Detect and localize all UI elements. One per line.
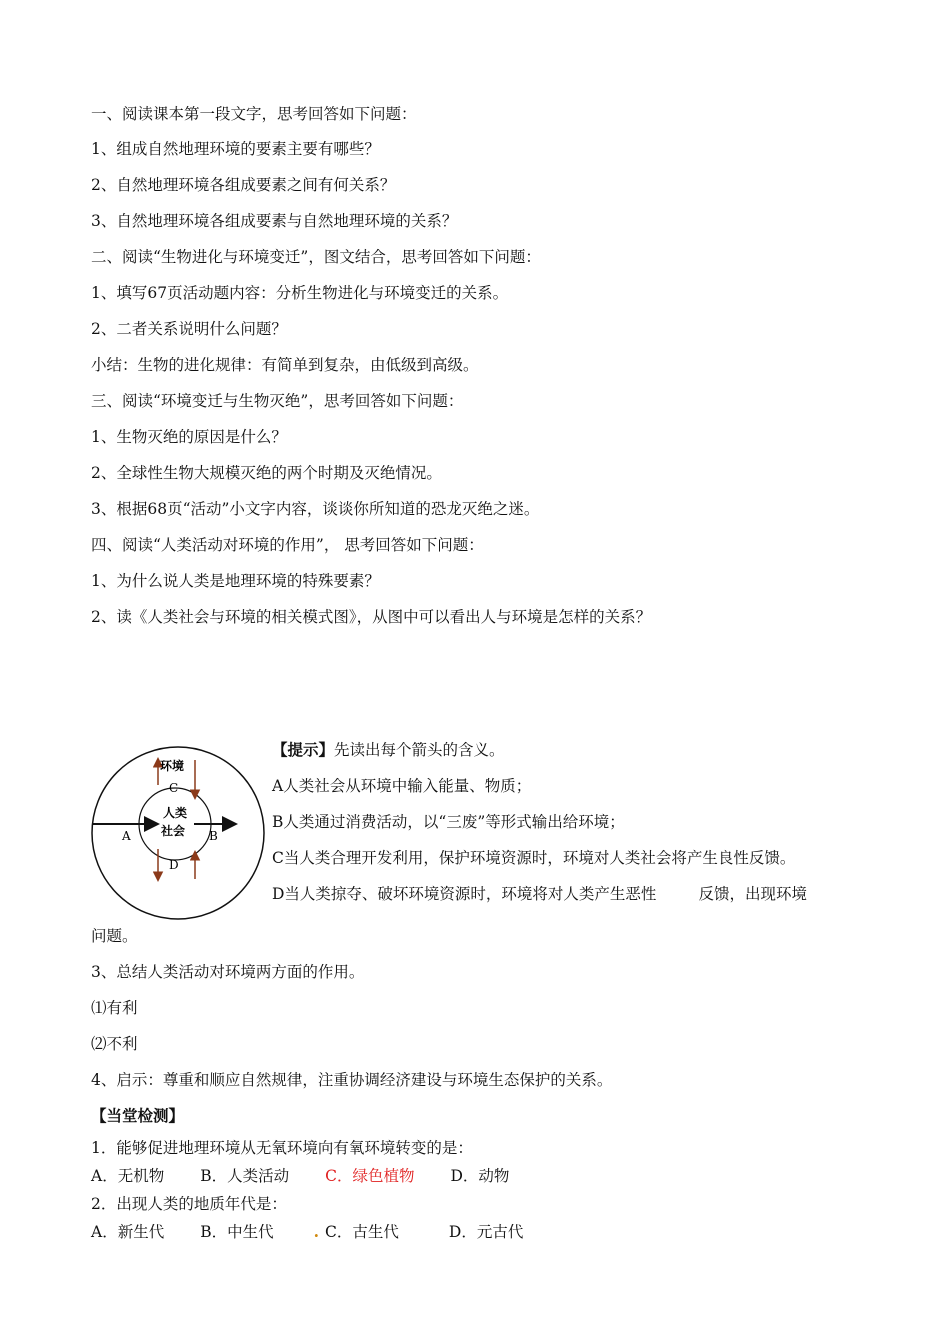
hint-c: C当人类合理开发利用，保护环境资源时，环境对人类社会将产生良性反馈。 bbox=[272, 849, 796, 867]
check-question-2-options bbox=[91, 1222, 523, 1242]
label-a: A bbox=[122, 829, 131, 843]
option-1b: B．人类活动 bbox=[200, 1167, 290, 1185]
option-1d: D．动物 bbox=[450, 1167, 510, 1185]
hint-line bbox=[272, 740, 505, 760]
section2-heading: 二、阅读“生物进化与环境变迁”，图文结合，思考回答如下问题： bbox=[91, 248, 541, 266]
option-1c: C．绿色植物 bbox=[325, 1167, 415, 1185]
section4-heading: 四、阅读“人类活动对环境的作用”， 思考回答如下问题： bbox=[91, 536, 484, 554]
label-environment: 环境 bbox=[160, 759, 185, 773]
society-environment-diagram bbox=[90, 745, 266, 921]
section1-heading: 一、阅读课本第一段文字，思考回答如下问题： bbox=[91, 105, 417, 123]
check-question-2: 2．出现人类的地质年代是： bbox=[91, 1195, 287, 1213]
label-d: D bbox=[169, 858, 179, 872]
check-heading: 【当堂检测】 bbox=[91, 1107, 185, 1125]
hint-d-continuation: 问题。 bbox=[91, 927, 138, 945]
section2-question-1: 1、填写67页活动题内容：分析生物进化与环境变迁的关系。 bbox=[91, 284, 509, 302]
section4-answer-favorable: ⑴有利 bbox=[91, 999, 138, 1017]
label-society-1: 人类 bbox=[163, 806, 188, 820]
section1-question-2: 2、自然地理环境各组成要素之间有何关系？ bbox=[91, 176, 396, 194]
hint-d bbox=[272, 884, 807, 904]
label-society-2: 社会 bbox=[161, 824, 186, 838]
hint-d-part2: 反馈，出现环境 bbox=[698, 885, 807, 903]
option-2b: B．中生代 bbox=[200, 1223, 274, 1241]
check-question-1: 1．能够促进地理环境从无氧环境向有氧环境转变的是： bbox=[91, 1139, 473, 1157]
option-2d: D．元古代 bbox=[448, 1223, 524, 1241]
section3-question-1: 1、生物灭绝的原因是什么？ bbox=[91, 428, 287, 446]
orange-mark: . bbox=[313, 1222, 320, 1241]
hint-title: 【提示】 bbox=[272, 741, 335, 759]
section4-answer-unfavorable: ⑵不利 bbox=[91, 1035, 138, 1053]
section3-heading: 三、阅读“环境变迁与生物灭绝”，思考回答如下问题： bbox=[91, 392, 464, 410]
section1-question-1: 1、组成自然地理环境的要素主要有哪些？ bbox=[91, 140, 380, 158]
section4-question-2: 2、读《人类社会与环境的相关模式图》，从图中可以看出人与环境是怎样的关系？ bbox=[91, 608, 652, 626]
hint-text: 先读出每个箭头的含义。 bbox=[334, 741, 505, 759]
section3-question-3: 3、根据68页“活动”小文字内容，谈谈你所知道的恐龙灭绝之迷。 bbox=[91, 500, 540, 518]
section4-question-4: 4、启示：尊重和顺应自然规律，注重协调经济建设与环境生态保护的关系。 bbox=[91, 1071, 613, 1089]
option-2a: A．新生代 bbox=[91, 1223, 165, 1241]
section4-question-1: 1、为什么说人类是地理环境的特殊要素？ bbox=[91, 572, 380, 590]
option-2c: C．古生代 bbox=[325, 1223, 399, 1241]
check-question-1-options bbox=[91, 1166, 509, 1186]
hint-b: B人类通过消费活动，以“三废”等形式输出给环境； bbox=[272, 813, 625, 831]
section2-summary: 小结：生物的进化规律：有简单到复杂，由低级到高级。 bbox=[91, 356, 479, 374]
label-c: C bbox=[169, 781, 179, 795]
section3-question-2: 2、全球性生物大规模灭绝的两个时期及灭绝情况。 bbox=[91, 464, 442, 482]
option-1a: A．无机物 bbox=[91, 1167, 165, 1185]
section2-question-2: 2、二者关系说明什么问题？ bbox=[91, 320, 287, 338]
hint-a: A人类社会从环境中输入能量、物质； bbox=[272, 777, 532, 795]
label-b: B bbox=[209, 829, 218, 843]
hint-d-part1: D当人类掠夺、破坏环境资源时，环境将对人类产生恶性 bbox=[272, 885, 657, 903]
section4-question-3: 3、总结人类活动对环境两方面的作用。 bbox=[91, 963, 365, 981]
section1-question-3: 3、自然地理环境各组成要素与自然地理环境的关系？ bbox=[91, 212, 458, 230]
